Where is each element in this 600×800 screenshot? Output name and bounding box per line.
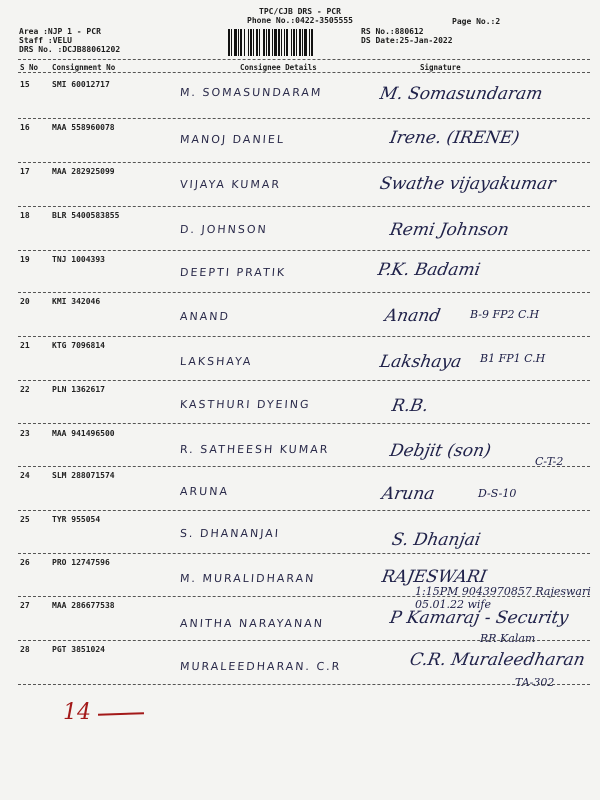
page-count-dash (98, 712, 144, 716)
row-consignee: MANOJ DANIEL (179, 133, 286, 146)
barcode-bar (304, 29, 307, 56)
drs-number: DRS No. :DCJB88061202 (19, 45, 121, 54)
barcode-bar (240, 29, 242, 56)
row-consignee: DEEPTI PRATIK (179, 266, 287, 279)
barcode-bar (291, 29, 292, 56)
row-signature-note: C-T-2 (535, 455, 564, 468)
row-sno: 15 (20, 80, 30, 89)
row-sno: 20 (20, 297, 30, 306)
row-signature-note: TA-302 (515, 676, 555, 689)
barcode-bar (263, 29, 265, 56)
row-signature-note: B-9 FP2 C.H (470, 308, 540, 321)
row-consignment-no: KTG 7096814 (52, 341, 105, 350)
row-divider (18, 684, 590, 685)
row-divider (18, 206, 590, 207)
row-consignee: KASTHURI DYEING (179, 398, 311, 411)
row-sno: 26 (20, 558, 30, 567)
row-divider (18, 380, 590, 381)
row-consignee: S. DHANANJAI (179, 527, 281, 540)
row-divider (18, 596, 590, 597)
row-sno: 17 (20, 167, 30, 176)
barcode-bar (253, 29, 254, 56)
area-label: Area :NJP 1 - PCR (19, 27, 101, 36)
row-divider (18, 250, 590, 251)
row-signature: P.K. Badami (376, 260, 482, 280)
row-signature: S. Dhanjai (390, 530, 483, 550)
row-sno: 18 (20, 211, 30, 220)
row-sno: 24 (20, 471, 30, 480)
header-rule-top (18, 59, 590, 60)
rs-number: RS No.:880612 (361, 27, 424, 36)
barcode-bar (250, 29, 252, 56)
row-consignment-no: PRO 12747596 (52, 558, 110, 567)
row-signature: C.R. Muraleedharan (408, 650, 587, 670)
col-consignment: Consignment No (52, 63, 116, 72)
row-divider (18, 118, 590, 119)
barcode-bar (302, 29, 303, 56)
row-consignee: MURALEEDHARAN. C.R (179, 660, 342, 673)
row-consignee: D. JOHNSON (179, 223, 269, 236)
ds-date: DS Date:25-Jan-2022 (361, 36, 453, 45)
col-sno: S No (20, 63, 39, 72)
row-consignee: M. SOMASUNDARAM (179, 86, 323, 99)
row-signature: Debjit (son) (388, 441, 493, 461)
row-consignment-no: MAA 941496500 (52, 429, 115, 438)
sheet-header-left (19, 27, 120, 54)
row-signature-note: D-S-10 (478, 487, 517, 500)
row-signature: Anand (383, 306, 442, 326)
sheet-title: TPC/CJB DRS - PCR (259, 7, 341, 16)
sheet-header-right (361, 27, 453, 45)
row-divider (18, 466, 590, 467)
row-signature-note: B1 FP1 C.H (480, 352, 546, 365)
row-signature-note: RR Kalam (480, 632, 536, 645)
sheet-header-center (200, 7, 400, 25)
barcode-bar (248, 29, 249, 56)
row-consignee: VIJAYA KUMAR (179, 178, 282, 191)
barcode-bar (266, 29, 267, 56)
row-consignee: ARUNA (179, 485, 230, 498)
row-signature: Swathe vijayakumar (378, 174, 558, 194)
row-divider (18, 336, 590, 337)
row-signature: Irene. (IRENE) (388, 128, 521, 148)
row-divider (18, 423, 590, 424)
row-divider (18, 292, 590, 293)
row-consignee: M. MURALIDHARAN (179, 572, 316, 585)
barcode-bar (228, 29, 230, 56)
row-sno: 25 (20, 515, 30, 524)
row-divider (18, 510, 590, 511)
row-divider (18, 640, 590, 641)
page-count-note: 14 (63, 700, 91, 725)
page-number: Page No.:2 (452, 17, 501, 26)
barcode-bar (309, 29, 310, 56)
barcode-bar (293, 29, 295, 56)
row-signature-note: 1:15PM 9043970857 Rajeswari 05.01.22 wife (415, 585, 591, 611)
barcode-bar (256, 29, 258, 56)
row-consignee: ANITHA NARAYANAN (179, 617, 325, 630)
row-consignee: R. SATHEESH KUMAR (179, 443, 330, 456)
row-consignment-no: MAA 282925099 (52, 167, 115, 176)
header-rule-bottom (18, 72, 590, 73)
barcode-bar (259, 29, 260, 56)
barcode-bar (272, 29, 273, 56)
col-consignee: Consignee Details (240, 63, 317, 72)
barcode-bar (284, 29, 285, 56)
barcode (228, 29, 353, 56)
barcode-bar (281, 29, 282, 56)
col-signature: Signature (420, 63, 461, 72)
row-sno: 22 (20, 385, 30, 394)
row-consignee: ANAND (179, 310, 231, 323)
row-sno: 28 (20, 645, 30, 654)
row-consignment-no: TNJ 1004393 (52, 255, 105, 264)
row-consignee: LAKSHAYA (179, 355, 253, 368)
row-sno: 19 (20, 255, 30, 264)
barcode-bar (238, 29, 239, 56)
row-signature: M. Somasundaram (378, 84, 545, 104)
barcode-bar (286, 29, 288, 56)
row-consignment-no: TYR 955054 (52, 515, 101, 524)
row-consignment-no: SLM 288071574 (52, 471, 115, 480)
row-sno: 21 (20, 341, 30, 350)
row-consignment-no: BLR 5400583855 (52, 211, 120, 220)
row-divider (18, 162, 590, 163)
barcode-bar (311, 29, 313, 56)
barcode-bar (268, 29, 270, 56)
phone-number: Phone No.:0422-3505555 (247, 16, 353, 25)
barcode-bar (234, 29, 237, 56)
row-signature: R.B. (390, 396, 430, 416)
staff-label: Staff :VELU (19, 36, 72, 45)
row-signature: Aruna (380, 484, 437, 504)
row-consignment-no: MAA 286677538 (52, 601, 115, 610)
row-sno: 16 (20, 123, 30, 132)
row-consignment-no: KMI 342046 (52, 297, 101, 306)
row-consignment-no: MAA 558960078 (52, 123, 115, 132)
row-consignment-no: PLN 1362617 (52, 385, 105, 394)
row-consignment-no: SMI 60012717 (52, 80, 110, 89)
barcode-bar (244, 29, 245, 56)
barcode-bar (278, 29, 280, 56)
row-sno: 23 (20, 429, 30, 438)
row-signature: P Kamaraj - Security (388, 608, 570, 628)
barcode-bar (274, 29, 277, 56)
barcode-bar (296, 29, 297, 56)
row-sno: 27 (20, 601, 30, 610)
row-signature: Remi Johnson (388, 220, 511, 240)
row-consignment-no: PGT 3851024 (52, 645, 105, 654)
barcode-bar (299, 29, 301, 56)
row-signature: RAJESWARI (380, 567, 489, 587)
row-signature: Lakshaya (378, 352, 464, 372)
row-divider (18, 553, 590, 554)
barcode-bar (231, 29, 232, 56)
